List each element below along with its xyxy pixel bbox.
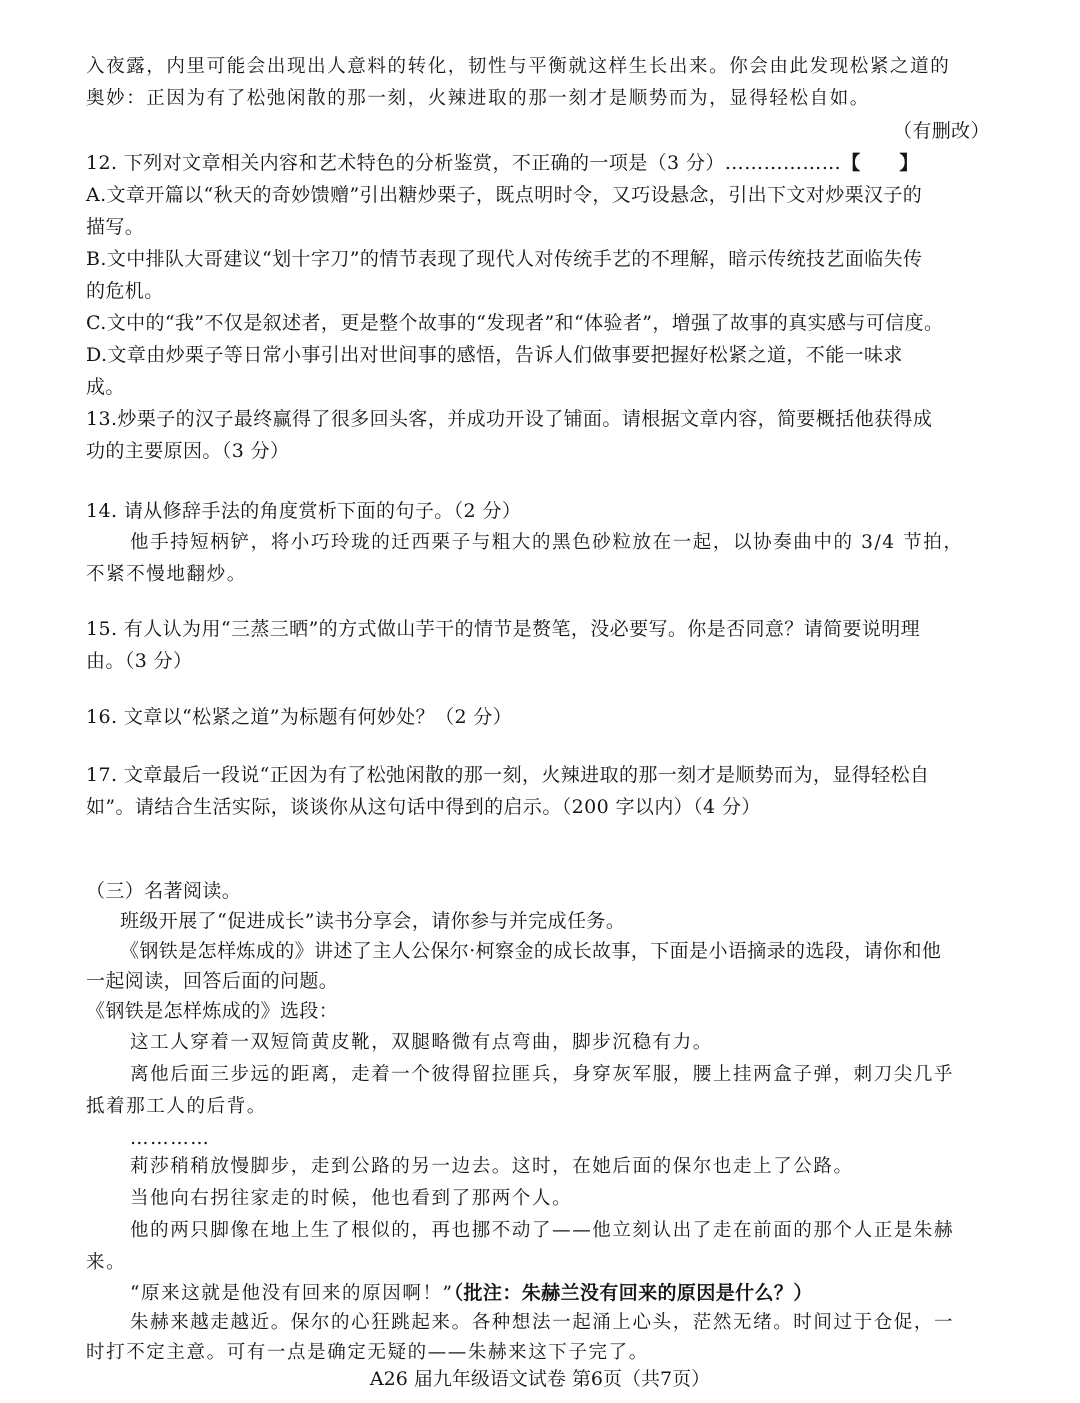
excerpt-line: 离他后面三步远的距离，走着一个彼得留拉匪兵，身穿灰军服，腰上挂两盒子弹，刺刀尖几乎 — [130, 1064, 955, 1085]
section-intro: 班级开展了“促进成长”读书分享会，请你参与并完成任务。 — [120, 910, 626, 932]
answer-bracket: 【 】 — [841, 152, 919, 174]
excerpt-title: 《钢铁是怎样炼成的》选段： — [86, 1000, 339, 1022]
excerpt-line: 这工人穿着一双短筒黄皮靴，双腿略微有点弯曲，脚步沉稳有力。 — [130, 1032, 713, 1053]
excerpt-after-line: 时打不定主意。可有一点是确定无疑的——朱赫来这下子完了。 — [86, 1342, 649, 1363]
q12-option-line: 成。 — [86, 376, 125, 398]
passage-line: 奥妙：正因为有了松弛闲散的那一刻，火辣进取的那一刻才是顺势而为，显得轻松自如。 — [86, 88, 870, 109]
question-12-text: 12. 下列对文章相关内容和艺术特色的分析鉴赏，不正确的一项是（3 分）……………… — [86, 152, 842, 174]
q12-option-line: 描写。 — [86, 216, 145, 238]
question-15-line: 由。（3 分） — [86, 650, 193, 672]
excerpt-after-line: 朱赫来越走越近。保尔的心狂跳起来。各种想法一起涌上心头，茫然无绪。时间过于仓促，一 — [130, 1312, 955, 1333]
question-15-line: 15. 有人认为用“三蒸三晒”的方式做山芋干的情节是赘笔，没必要写。你是否同意？请简要说明理 — [86, 618, 921, 640]
question-14-quote: 不紧不慢地翻炒。 — [86, 564, 247, 585]
excerpt-line: 抵着那工人的后背。 — [86, 1096, 267, 1117]
excerpt-ellipsis: ………… — [130, 1128, 211, 1149]
question-14-quote: 他手持短柄铲，将小巧玲珑的迁西栗子与粗大的黑色砂粒放在一起，以协奏曲中的 3/4 节拍， — [130, 532, 964, 553]
book-intro-line: 一起阅读，回答后面的问题。 — [86, 970, 339, 992]
section-heading: （三）名著阅读。 — [86, 880, 242, 902]
question-17-line: 17. 文章最后一段说“正因为有了松弛闲散的那一刻，火辣进取的那一刻才是顺势而为，显得轻松自 — [86, 764, 930, 786]
excerpt-line: 来。 — [86, 1252, 127, 1273]
quote-with-annotation — [130, 1278, 1050, 1309]
question-17-line: 如”。请结合生活实际，谈谈你从这句话中得到的启示。（200 字以内）（4 分） — [86, 796, 761, 818]
excerpt-line: 莉莎稍稍放慢脚步，走到公路的另一边去。这时，在她后面的保尔也走上了公路。 — [130, 1156, 854, 1177]
question-13-line: 功的主要原因。（3 分） — [86, 440, 290, 462]
excerpt-line: 当他向右拐往家走的时候，他也看到了那两个人。 — [130, 1188, 573, 1209]
q12-option-line: D.文章由炒栗子等日常小事引出对世间事的感悟，告诉人们做事要把握好松紧之道，不能一味求 — [86, 344, 903, 366]
question-16: 16. 文章以“松紧之道”为标题有何妙处？（2 分） — [86, 706, 513, 728]
excerpt-line: 他的两只脚像在地上生了根似的，再也挪不动了——他立刻认出了走在前面的那个人正是朱赫 — [130, 1220, 955, 1241]
annotation: （批注：朱赫兰没有回来的原因是什么？） — [453, 1282, 813, 1304]
q12-option-line: A.文章开篇以“秋天的奇妙馈赠”引出糖炒栗子，既点明时令，又巧设悬念，引出下文对炒栗汉子的 — [86, 184, 923, 206]
q12-option-line: B.文中排队大哥建议“划十字刀”的情节表现了现代人对传统手艺的不理解，暗示传统技艺面临失传 — [86, 248, 923, 270]
source-note: （有删改） — [892, 120, 990, 142]
passage-line: 入夜露，内里可能会出现出人意料的转化，韧性与平衡就这样生长出来。你会由此发现松紧之道的 — [86, 56, 951, 77]
question-13-line: 13.炒栗子的汉子最终赢得了很多回头客，并成功开设了铺面。请根据文章内容，简要概括他获得成 — [86, 408, 933, 430]
q12-option-line: 的危机。 — [86, 280, 164, 302]
page-footer: A26 届九年级语文试卷 第6页（共7页） — [369, 1368, 711, 1390]
quote-line: “原来这就是他没有回来的原因啊！” — [130, 1283, 454, 1304]
q12-option-line: C.文中的“我”不仅是叙述者，更是整个故事的“发现者”和“体验者”，增强了故事的真实感与可信度。 — [86, 312, 944, 334]
book-intro-line: 《钢铁是怎样炼成的》讲述了主人公保尔·柯察金的成长故事，下面是小语摘录的选段，请你和他 — [120, 940, 942, 962]
question-14-stem: 14. 请从修辞手法的角度赏析下面的句子。（2 分） — [86, 500, 522, 522]
question-12-stem — [86, 148, 1006, 178]
